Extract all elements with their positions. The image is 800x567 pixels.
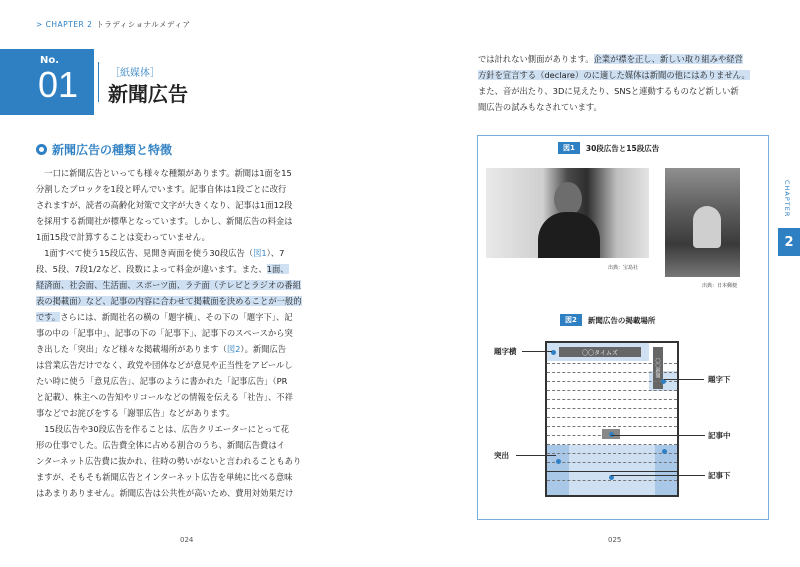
text-line [36, 389, 366, 405]
column-line [547, 471, 677, 472]
marker-tsukidashi-right [662, 449, 667, 454]
newspaper-diagram [545, 341, 679, 497]
text-line [36, 357, 366, 373]
side-chapter-label: CHAPTER [783, 180, 791, 218]
label-daiji-yoko: 題字横 [494, 347, 517, 356]
text-line [36, 229, 366, 245]
text-segment: は営業広告だけでなく、政党や団体などが意見や正当性をアピールし [36, 360, 293, 370]
leader-kiji-naka [611, 435, 705, 436]
text-segment: き出した「突出」など様々な掲載場所があります（ [36, 344, 227, 354]
section-heading-text: 新聞広告の種類と特徴 [52, 143, 173, 157]
text-segment: ）、7 [266, 248, 285, 258]
text-segment: 分割したブロックを1段と呼んでいます。記事自体は1段ごとに改行 [36, 184, 287, 194]
text-segment: ますが、そもそも新聞広告とインターネット広告を単純に比べる意味 [36, 472, 293, 482]
text-segment: 事の中の「記事中」、記事の下の「記事下」、記事下のスペースから突 [36, 328, 293, 338]
text-line [478, 99, 790, 115]
right-body-text [478, 51, 790, 115]
text-line [36, 261, 366, 277]
label-tsukidashi: 突出 [494, 451, 509, 460]
text-segment: 1面15段で計算することは変わっていません。 [36, 232, 210, 242]
text-segment: さらには、新聞社名の横の「題字横」、その下の「題字下」、記 [60, 312, 293, 322]
right-page [400, 0, 800, 567]
text-line [36, 181, 366, 197]
text-segment: 1面、 [266, 264, 289, 274]
label-kiji-naka: 記事中 [708, 431, 731, 440]
text-line [36, 309, 366, 325]
label-daiji-shita: 題字下 [708, 375, 731, 384]
text-segment: 経済面、社会面、生活面、スポーツ面、ラテ面（テレビとラジオの番組 [36, 280, 302, 290]
text-segment: 表の掲載面）など、記事の内容に合わせて掲載面を決めることが一般的 [36, 296, 302, 306]
text-segment: では計れない側面があります。 [478, 54, 594, 64]
photo-person [693, 206, 721, 248]
section-heading [36, 141, 172, 158]
text-segment: 事などでお詫びをする「謝罪広告」などがあります。 [36, 408, 235, 418]
text-line [36, 405, 366, 421]
text-segment: 形の仕事でした。広告費全体に占める割合のうち、新聞広告費はイ [36, 440, 285, 450]
figure-box [477, 135, 769, 520]
text-segment: はあまりありません。新聞広告は公共性が高いため、費用対効果だけ [36, 488, 294, 498]
section-category: ［紙媒体］ [110, 68, 160, 79]
section-no-label: No. [40, 55, 60, 66]
leader-daiji-shita [664, 379, 704, 380]
column-line [547, 363, 677, 364]
figure-reference-link[interactable]: 図1 [253, 248, 267, 258]
text-segment: 聞広告の試みもなされています。 [478, 102, 602, 112]
text-segment: を採用する新聞社が標準となっています。しかし、新聞広告の料金は [36, 216, 293, 226]
marker-tsukidashi-left [556, 459, 561, 464]
text-line [478, 67, 790, 83]
text-line [36, 197, 366, 213]
page-number-left: 024 [180, 536, 194, 544]
text-segment: 方針を宣言する（declare）のに適した媒体は新聞の他にはありません。 [478, 70, 750, 80]
credit-right: 出典：日本郵便 [702, 283, 738, 289]
figure-reference-link[interactable]: 図2 [226, 344, 241, 354]
left-body-text [36, 165, 366, 501]
text-segment: 企業が襟を正し、新しい取り組みや経営 [593, 54, 743, 64]
text-line [478, 83, 790, 99]
ad-photo-30dan [486, 168, 649, 258]
text-segment: また、音が出たり、3Dに見えたり、SNSと連動するものなど新しい新 [478, 86, 739, 96]
text-segment: 一口に新聞広告といっても様々な種類があります。新聞は1面を15 [36, 168, 292, 178]
photo-person-body [538, 212, 600, 258]
column-line [547, 444, 677, 445]
text-segment: されますが、読者の高齢化対策で文字が大きくなり、記事は1面12段 [36, 200, 293, 210]
column-line [547, 372, 677, 373]
text-line [478, 51, 790, 67]
leader-tsukidashi [516, 455, 556, 456]
figure1-tag: 図1 [558, 142, 580, 154]
text-line [36, 485, 366, 501]
figure2-caption [560, 314, 655, 326]
text-line [36, 373, 366, 389]
leader-daiji-yoko [522, 351, 552, 352]
photo-person-head [554, 182, 582, 216]
text-line [36, 245, 366, 261]
column-line [547, 462, 677, 463]
column-line [547, 381, 677, 382]
text-line [36, 469, 366, 485]
text-segment: ）。新聞広告 [240, 344, 287, 354]
text-line [36, 293, 366, 309]
page-title: 新聞広告 [108, 82, 188, 106]
figure1-title: 30段広告と15段広告 [585, 143, 660, 153]
page-number-right: 025 [608, 536, 622, 544]
ad-photo-15dan [665, 168, 740, 277]
text-segment: たい時に使う「意見広告」、記事のように書かれた「記事広告」（PR [36, 376, 288, 386]
text-line [36, 165, 366, 181]
column-line [547, 390, 677, 391]
column-line [547, 408, 677, 409]
section-number: 01 [38, 64, 79, 105]
text-segment: 1面すべて使う15段広告、見開き両面を使う30段広告（ [36, 248, 254, 258]
text-segment: 15段広告や30段広告を作ることは、広告クリエーターにとって花 [36, 424, 290, 434]
figure1-caption [558, 142, 659, 154]
chapter-header [36, 19, 190, 30]
newspaper-vertical-title: 〇〇新聞 [653, 347, 663, 389]
text-line [36, 421, 366, 437]
column-line [547, 399, 677, 400]
figure2-title: 新聞広告の掲載場所 [587, 315, 656, 325]
text-line [36, 325, 366, 341]
column-line [547, 426, 677, 427]
text-line [36, 277, 366, 293]
credit-left: 出典：宝島社 [608, 265, 639, 271]
text-line [36, 453, 366, 469]
label-kiji-shita: 記事下 [708, 471, 731, 480]
text-line [36, 341, 366, 357]
leader-kiji-shita [611, 475, 705, 476]
column-line [547, 417, 677, 418]
column-line [547, 453, 677, 454]
text-segment: です。 [36, 312, 61, 322]
column-line [547, 480, 677, 481]
side-chapter-tab: 2 [778, 228, 800, 256]
chapter-mark: > CHAPTER 2 [36, 20, 93, 29]
text-line [36, 437, 366, 453]
text-segment: と記載）、株主への告知やリコールなどの情報を伝える「社告」、不祥 [36, 392, 293, 402]
figure2-tag: 図2 [560, 314, 582, 326]
title-divider [98, 62, 99, 102]
text-segment: 段、5段、7段1/2など、段数によって料金が違います。また、 [36, 264, 267, 274]
newspaper-masthead: 〇〇タイムズ [559, 347, 641, 357]
text-line [36, 213, 366, 229]
chapter-title: トラディショナルメディア [96, 20, 191, 29]
bullet-circle-icon [36, 144, 47, 155]
text-segment: ンターネット広告費に抜かれ、往時の勢いがないと言われることもあり [36, 456, 302, 466]
